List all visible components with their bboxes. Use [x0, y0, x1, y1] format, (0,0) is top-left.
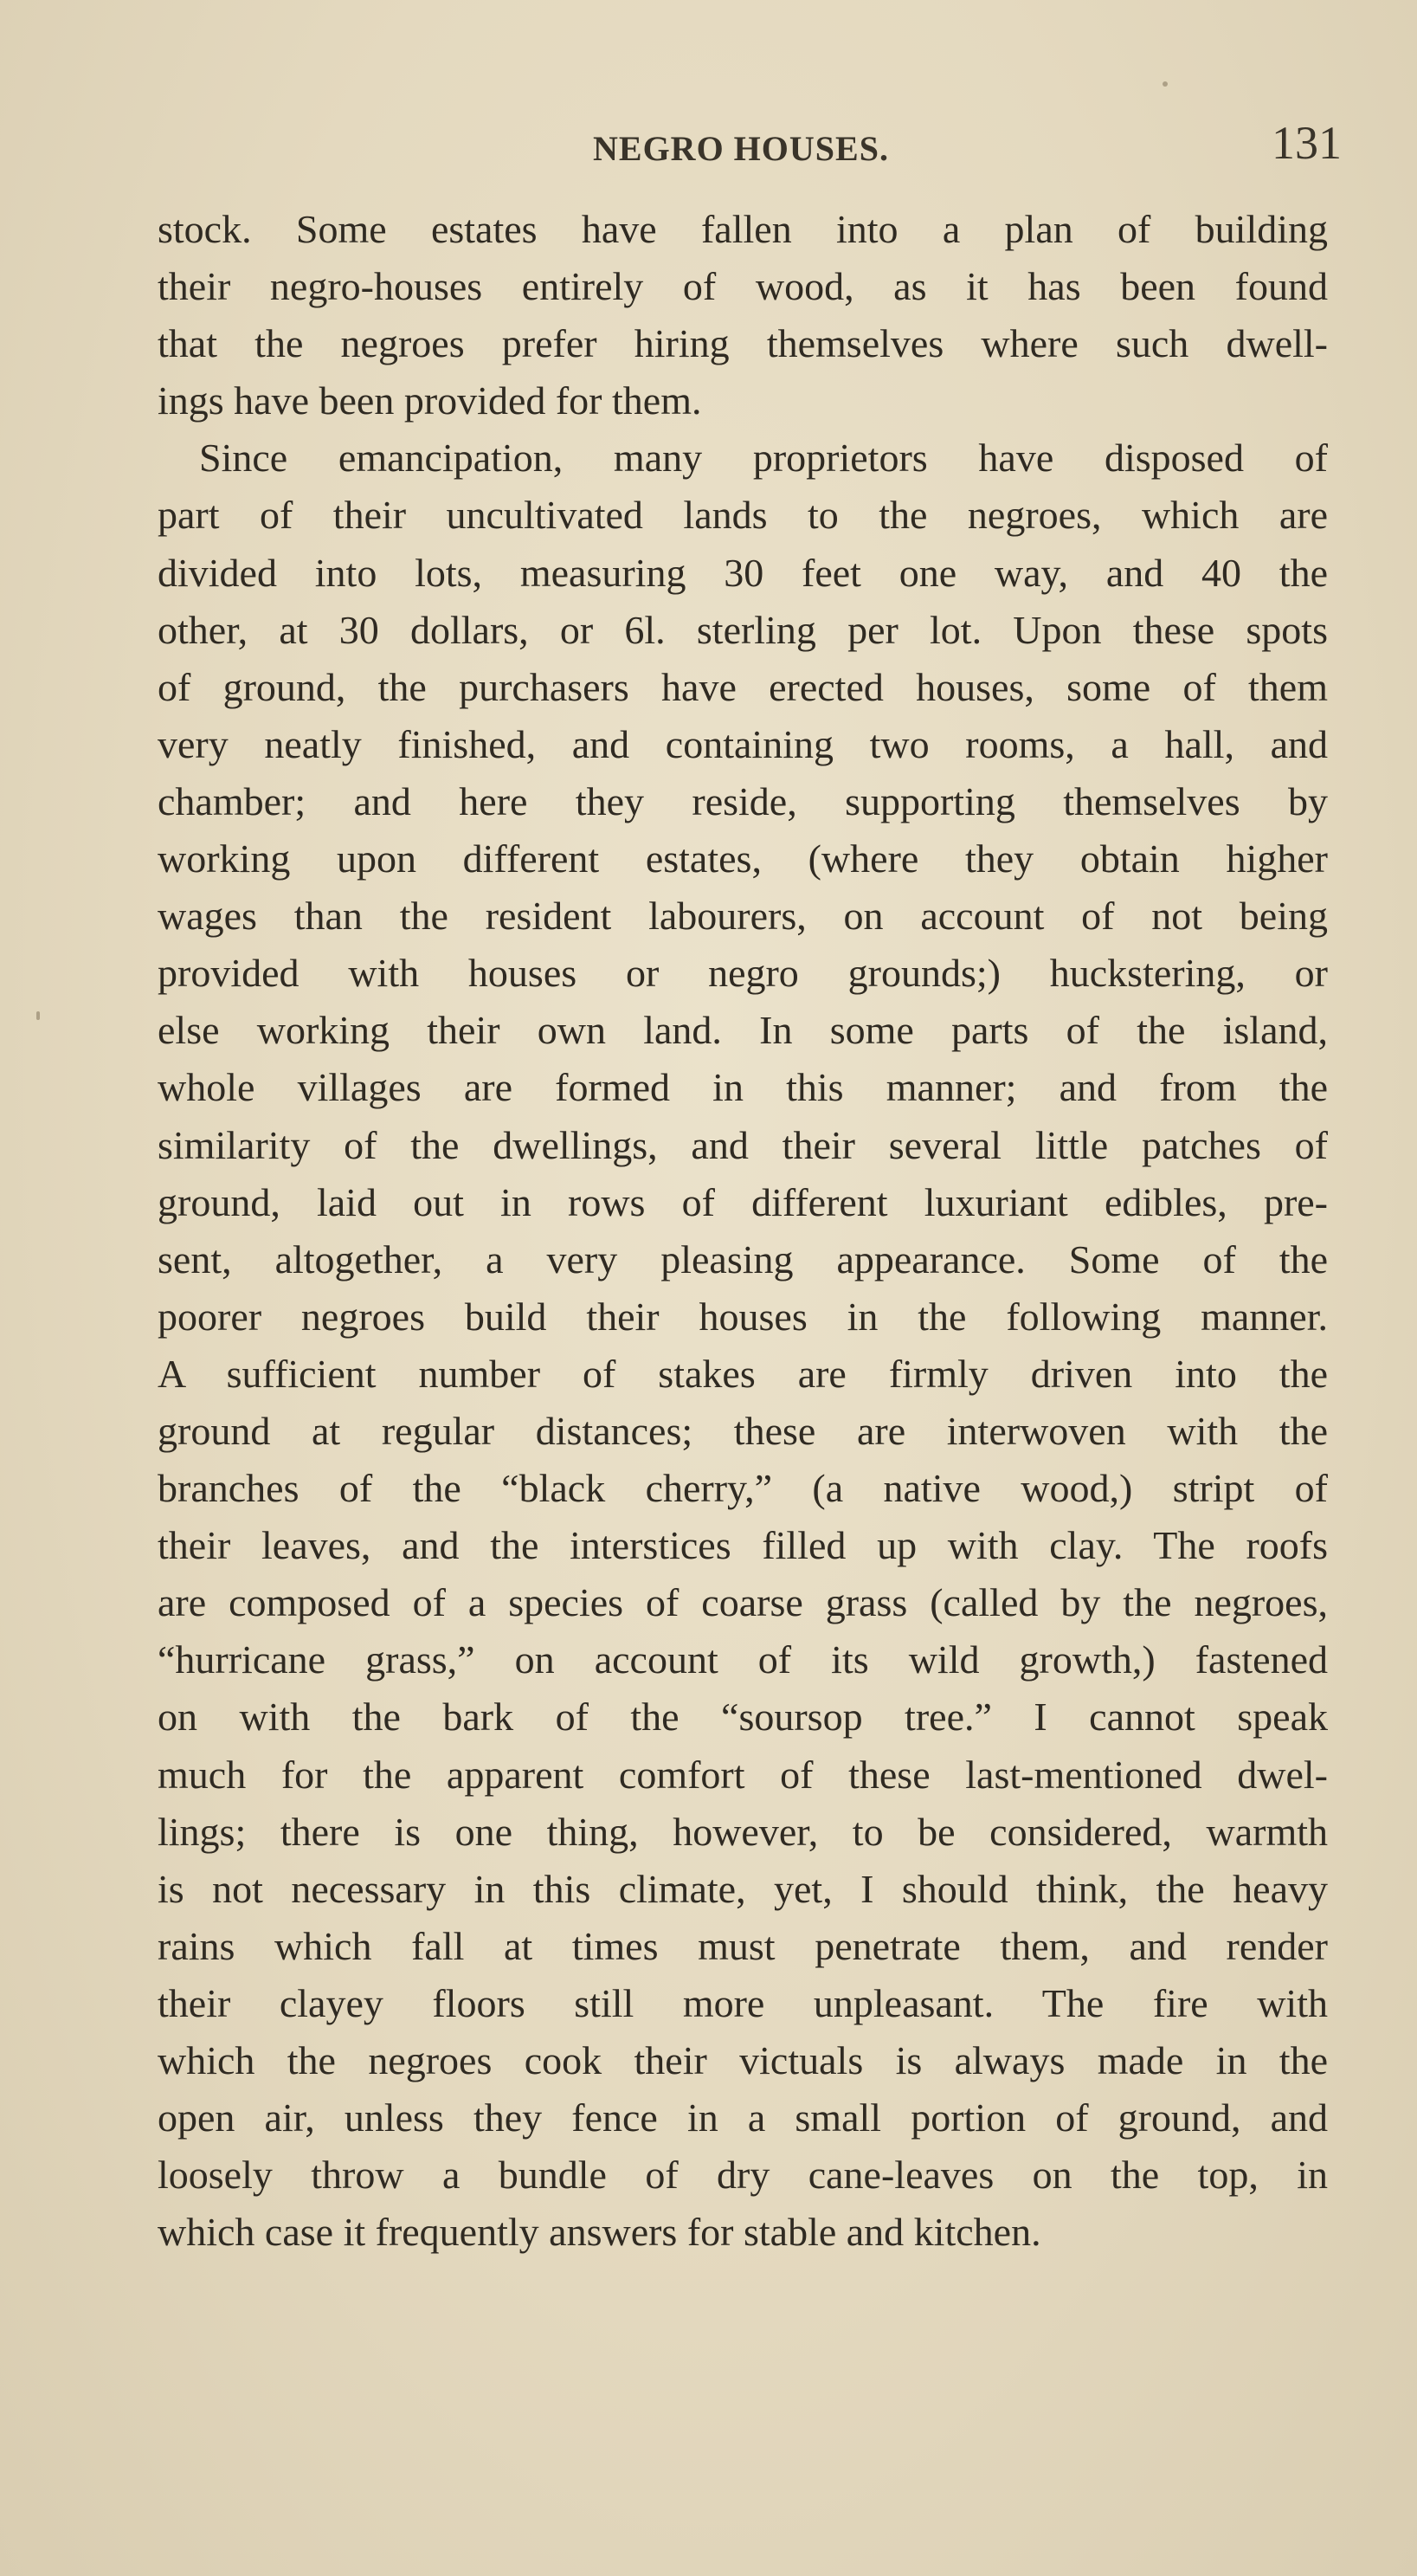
text-line: ground, laid out in rows of different luxuriant edibles, pre- [158, 1179, 1328, 1224]
text-line: of ground, the purchasers have erected houses, some of them [158, 664, 1328, 709]
text-line: much for the apparent comfort of these last-mentioned dwel- [158, 1752, 1328, 1797]
text-line: their clayey floors still more unpleasant. The fire with [158, 1980, 1328, 2025]
text-line: their leaves, and the interstices filled up with clay. The roofs [158, 1523, 1328, 1568]
text-line: on with the bark of the “soursop tree.” I cannot speak [158, 1695, 1328, 1740]
text-line: provided with houses or negro grounds;) huckstering, or [158, 951, 1328, 996]
text-line: is not necessary in this climate, yet, I should think, the heavy [158, 1866, 1328, 1911]
text-line: other, at 30 dollars, or 6l. sterling per lot. Upon these spots [158, 607, 1328, 652]
text-line: that the negroes prefer hiring themselves where such dwell- [158, 321, 1328, 366]
text-line: chamber; and here they reside, supporting themselves by [158, 778, 1328, 823]
text-line: poorer negroes build their houses in the following manner. [158, 1294, 1328, 1339]
text-line: A sufficient number of stakes are firmly driven into the [158, 1351, 1328, 1396]
text-line: “hurricane grass,” on account of its wild growth,) fastened [158, 1637, 1328, 1682]
text-line: loosely throw a bundle of dry cane-leaves on the top, in [158, 2153, 1328, 2198]
text-line: their negro-houses entirely of wood, as it has been found [158, 264, 1328, 309]
text-line: else working their own land. In some parts of the island, [158, 1008, 1328, 1053]
text-line: branches of the “black cherry,” (a native wood,) stript of [158, 1466, 1328, 1511]
text-line: stock. Some estates have fallen into a plan of building [158, 207, 1328, 251]
text-line: which case it frequently answers for stable and kitchen. [158, 2210, 1041, 2255]
text-line: similarity of the dwellings, and their several little patches of [158, 1122, 1328, 1167]
page-header [156, 113, 1342, 182]
page-number: 131 [1272, 117, 1342, 169]
text-line: working upon different estates, (where they obtain higher [158, 836, 1328, 881]
text-line: open air, unless they fence in a small portion of ground, and [158, 2095, 1328, 2140]
running-title: NEGRO HOUSES. [593, 129, 889, 168]
text-line: ings have been provided for them. [158, 378, 702, 423]
text-line: which the negroes cook their victuals is always made in the [158, 2038, 1328, 2082]
text-line: part of their uncultivated lands to the negroes, which are [158, 493, 1328, 538]
paper-speck [36, 1011, 40, 1020]
text-line: whole villages are formed in this manner; and from the [158, 1065, 1328, 1110]
text-line: rains which fall at times must penetrate them, and render [158, 1923, 1328, 1968]
paper-speck [1163, 81, 1168, 87]
text-line: Since emancipation, many proprietors have disposed of [199, 436, 1328, 481]
text-line: divided into lots, measuring 30 feet one way, and 40 the [158, 550, 1328, 595]
text-line: are composed of a species of coarse grass (called by the negroes, [158, 1580, 1328, 1625]
text-line: sent, altogether, a very pleasing appearance. Some of the [158, 1236, 1328, 1282]
text-line: ground at regular distances; these are interwoven with the [158, 1408, 1328, 1453]
text-line: very neatly finished, and containing two rooms, a hall, and [158, 721, 1328, 766]
text-line: lings; there is one thing, however, to be considered, warmth [158, 1809, 1328, 1854]
body-text [158, 201, 1328, 2261]
text-line: wages than the resident labourers, on account of not being [158, 894, 1328, 939]
